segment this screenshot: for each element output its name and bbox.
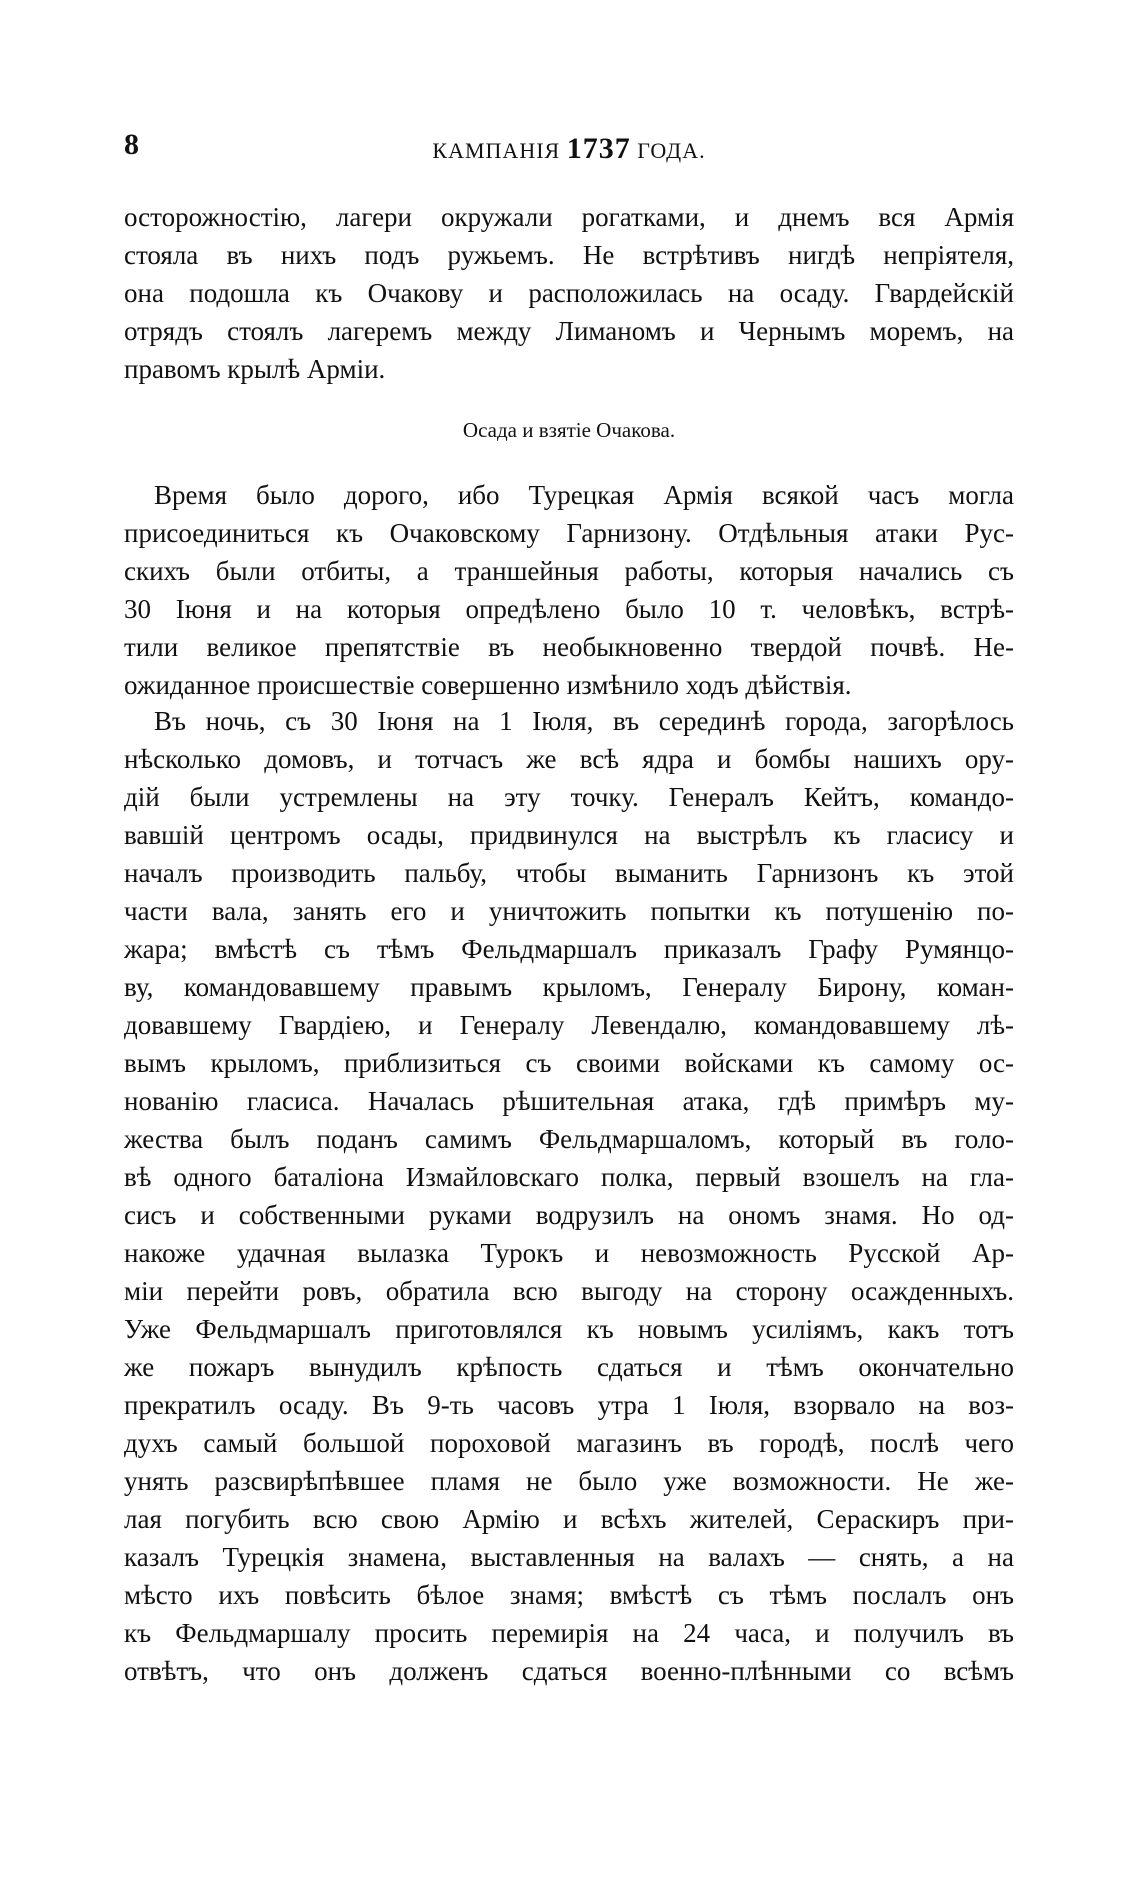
text-line: отрядъ стоялъ лагеремъ между Лиманомъ и Чернымъ моремъ, на xyxy=(124,316,1014,346)
paragraph-3 xyxy=(124,702,1014,1690)
text-line: правомъ крылѣ Арміи. xyxy=(124,354,386,384)
page-number: 8 xyxy=(124,128,139,161)
paragraph-1 xyxy=(124,198,1014,388)
paragraph-2 xyxy=(124,476,1014,704)
text-line: вѣ одного баталіона Измайловскаго полка, первый взошелъ на гла- xyxy=(124,1162,1014,1192)
text-line: ожиданное происшествіе совершенно измѣнило ходъ дѣйствія. xyxy=(124,670,852,700)
text-line: началъ производить пальбу, чтобы выманить Гарнизонъ къ этой xyxy=(124,858,1014,888)
text-line: она подошла къ Очакову и расположилась на осаду. Гвардейскій xyxy=(124,278,1014,308)
text-line: скихъ были отбиты, а траншейныя работы, которыя начались съ xyxy=(124,556,1014,586)
text-line: Время было дорого, ибо Турецкая Армія всякой часъ могла xyxy=(154,480,1014,510)
text-line: мѣсто ихъ повѣсить бѣлое знамя; вмѣстѣ съ тѣмъ послалъ онъ xyxy=(124,1580,1014,1610)
text-line: 30 Іюня и на которыя опредѣлено было 10 т. человѣкъ, встрѣ- xyxy=(124,594,1014,624)
text-line: ву, командовавшему правымъ крыломъ, Генералу Бирону, коман- xyxy=(124,972,1014,1002)
text-line: тили великое препятствіе въ необыкновенно твердой почвѣ. Не- xyxy=(124,632,1014,662)
text-line: же пожаръ вынудилъ крѣпость сдаться и тѣмъ окончательно xyxy=(124,1352,1014,1382)
text-line: накоже удачная вылазка Турокъ и невозможность Русской Ар- xyxy=(124,1238,1014,1268)
text-line: части вала, занять его и уничтожить попытки къ потушенію по- xyxy=(124,896,1014,926)
running-title-year: 1737 xyxy=(566,132,631,165)
text-line: Уже Фельдмаршалъ приготовлялся къ новымъ усиліямъ, какъ тотъ xyxy=(124,1314,1014,1344)
text-line: лая погубить всю свою Армію и всѣхъ жителей, Сераскиръ при- xyxy=(124,1504,1014,1534)
text-line: нѣсколько домовъ, и тотчасъ же всѣ ядра и бомбы нашихъ ору- xyxy=(124,744,1014,774)
running-title xyxy=(124,132,1014,166)
text-line: вымъ крыломъ, приблизиться съ своими войсками къ самому ос- xyxy=(124,1048,1014,1078)
text-line: міи перейти ровъ, обратила всю выгоду на сторону осажденныхъ. xyxy=(124,1276,1014,1306)
text-line: къ Фельдмаршалу просить перемирія на 24 часа, и получилъ въ xyxy=(124,1618,1014,1648)
text-line: стояла въ нихъ подъ ружьемъ. Не встрѣтивъ нигдѣ непріятеля, xyxy=(124,240,1014,270)
text-line: сисъ и собственными руками водрузилъ на ономъ знамя. Но од- xyxy=(124,1200,1014,1230)
text-line: Въ ночь, съ 30 Іюня на 1 Іюля, въ серединѣ города, загорѣлось xyxy=(154,706,1014,736)
text-line: духъ самый большой пороховой магазинъ въ городѣ, послѣ чего xyxy=(124,1428,1014,1458)
section-heading: Осада и взятіе Очакова. xyxy=(462,418,676,442)
text-line: жества былъ поданъ самимъ Фельдмаршаломъ, который въ голо- xyxy=(124,1124,1014,1154)
text-line: прекратилъ осаду. Въ 9-ть часовъ утра 1 Іюля, взорвало на воз- xyxy=(124,1390,1014,1420)
text-line: жара; вмѣстѣ съ тѣмъ Фельдмаршалъ приказалъ Графу Румянцо- xyxy=(124,934,1014,964)
text-line: осторожностію, лагери окружали рогатками, и днемъ вся Армія xyxy=(124,202,1014,232)
text-line: присоединиться къ Очаковскому Гарнизону. Отдѣльныя атаки Рус- xyxy=(124,518,1014,548)
text-line: унять разсвирѣпѣвшее пламя не было уже возможности. Не же- xyxy=(124,1466,1014,1496)
text-line: нованію гласиса. Началась рѣшительная атака, гдѣ примѣръ му- xyxy=(124,1086,1014,1116)
running-title-prefix: КАМПАНІЯ xyxy=(432,138,567,163)
text-line: довавшему Гвардіею, и Генералу Левендалю, командовавшему лѣ- xyxy=(124,1010,1014,1040)
running-title-suffix: ГОДА. xyxy=(630,138,706,163)
text-line: дій были устремлены на эту точку. Генералъ Кейтъ, командо- xyxy=(124,782,1014,812)
text-line: казалъ Турецкія знамена, выставленныя на валахъ — снять, а на xyxy=(124,1542,1014,1572)
page-header xyxy=(124,128,1014,168)
text-line: отвѣтъ, что онъ долженъ сдаться военно-плѣнными со всѣмъ xyxy=(124,1656,1014,1686)
text-line: вавшій центромъ осады, придвинулся на выстрѣлъ къ гласису и xyxy=(124,820,1014,850)
